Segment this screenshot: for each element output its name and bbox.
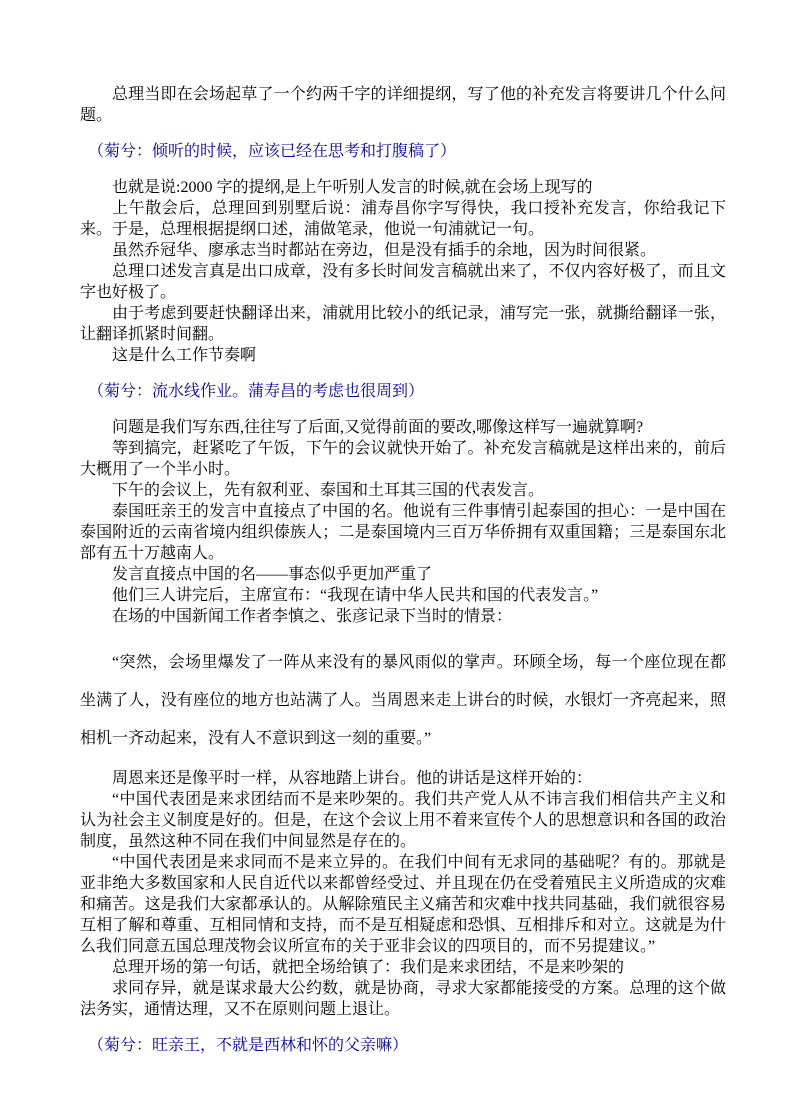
body-paragraph: “中国代表团是来求同而不是来立异的。在我们中间有无求同的基础呢？有的。那就是亚非绝大多数国家和人民自近代以来都曾经受过、并且现在仍在受着殖民主义所造成的灾难和痛苦。这是我们大家都承认的。从解除殖民主义痛苦和灾难中找共同基础，我们就很容易互相了解和尊重、互相同情和支持，而不是互相疑虑和恐惧、互相排斥和对立。这就是为什么我们同意五国总理茂物会议所宣布的关于亚非会议的四项目的，而不另提建议。” (80, 854, 726, 955)
body-paragraph: 下午的会议上，先有叙利亚、泰国和土耳其三国的代表发言。 (112, 482, 545, 499)
annotation-comment: （菊兮：流水线作业。蒲寿昌的考虑也很周到） (88, 383, 425, 400)
body-paragraph: 这是什么工作节奏啊 (112, 347, 257, 364)
body-paragraph: 等到搞完，赶紧吃了午饭，下午的会议就快开始了。补充发言稿就是这样出来的，前后大概用了一个半小时。 (80, 440, 726, 478)
document-body (80, 84, 726, 1071)
body-paragraph: 求同存异，就是谋求最大公约数，就是协商，寻求大家都能接受的方案。总理的这个做法务实，通情达理，又不在原则问题上退让。 (80, 980, 726, 1018)
body-paragraph: 泰国旺亲王的发言中直接点了中国的名。他说有三件事情引起泰国的担心：一是中国在泰国附近的云南省境内组织傣族人；二是泰国境内三百万华侨拥有双重国籍；三是泰国东北部有五十万越南人。 (80, 503, 726, 562)
body-paragraph: 总理开场的第一句话，就把全场给镇了：我们是来求团结，不是来吵架的 (112, 959, 625, 976)
body-paragraph: 发言直接点中国的名——事态似乎更加严重了 (112, 566, 433, 583)
body-paragraph: 由于考虑到要赶快翻译出来，浦就用比较小的纸记录，浦写完一张，就撕给翻译一张，让翻译抓紧时间翻。 (80, 305, 726, 343)
body-paragraph: 上午散会后，总理回到别墅后说：浦寿昌你字写得快，我口授补充发言，你给我记下来。于是，总理根据提纲口述，浦做笔录，他说一句浦就记一句。 (80, 200, 726, 238)
body-paragraph: 他们三人讲完后，主席宣布：“我现在请中华人民共和国的代表发言。” (112, 587, 599, 604)
quoted-passage: “突然，会场里爆发了一阵从来没有的暴风雨似的掌声。环顾全场，每一个座位现在都坐满了人，没有座位的地方也站满了人。当周恩来走上讲台的时候，水银灯一齐亮起来，照相机一齐动起来，没有人不意识到这一刻的重要。” (80, 654, 726, 747)
body-paragraph: 也就是说:2000 字的提纲,是上午听别人发言的时候,就在会场上现写的 (112, 179, 593, 196)
body-paragraph: “中国代表团是来求团结而不是来吵架的。我们共产党人从不讳言我们相信共产主义和认为社会主义制度是好的。但是，在这个会议上用不着来宣传个人的思想意识和各国的政治制度，虽然这种不同在我们中间显然是存在的。 (80, 791, 726, 850)
body-paragraph: 问题是我们写东西,往往写了后面,又觉得前面的要改,哪像这样写一遍就算啊? (112, 419, 644, 436)
body-paragraph: 周恩来还是像平时一样，从容地踏上讲台。他的讲话是这样开始的： (112, 770, 593, 787)
body-paragraph: 总理口述发言真是出口成章，没有多长时间发言稿就出来了，不仅内容好极了，而且文字也好极了。 (80, 263, 726, 301)
body-paragraph: 虽然乔冠华、廖承志当时都站在旁边，但是没有插手的余地，因为时间很紧。 (112, 242, 657, 259)
annotation-comment: （菊兮：旺亲王，不就是西林和怀的父亲嘛） (88, 1037, 409, 1054)
body-paragraph: 在场的中国新闻工作者李慎之、张彦记录下当时的情景： (112, 608, 513, 625)
annotation-comment: （菊兮：倾听的时候，应该已经在思考和打腹稿了） (88, 143, 457, 160)
body-paragraph: 总理当即在会场起草了一个约两千字的详细提纲，写了他的补充发言将要讲几个什么问题。 (80, 86, 726, 124)
